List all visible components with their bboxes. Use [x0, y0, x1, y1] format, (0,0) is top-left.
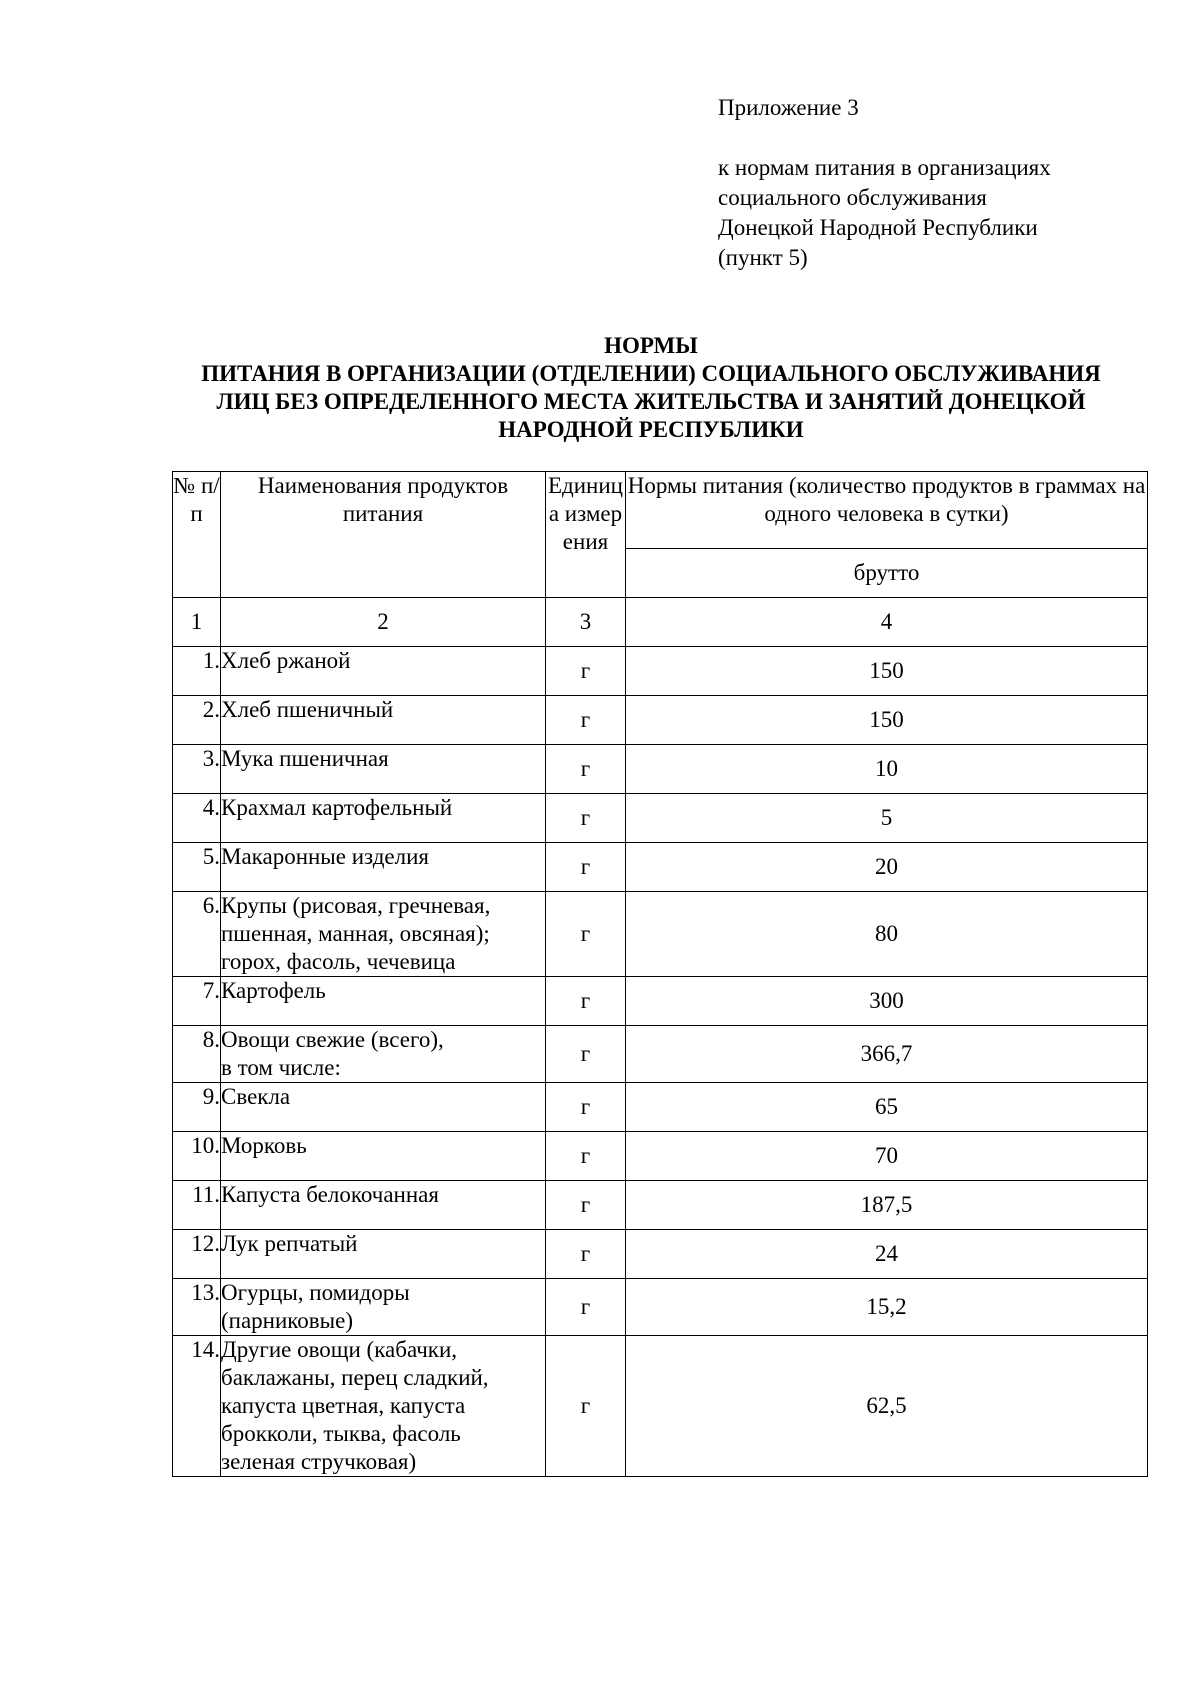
unit-cell: г: [546, 1132, 626, 1181]
unit-cell: г: [546, 1181, 626, 1230]
product-name-line: Овощи свежие (всего),: [221, 1027, 444, 1052]
product-name: [221, 1279, 546, 1336]
column-index: 3: [546, 598, 626, 647]
product-name: [221, 843, 546, 892]
product-name-line: капуста цветная, капуста: [221, 1393, 466, 1418]
nutrition-norms-table: [172, 471, 1148, 1477]
table-row: [173, 696, 1148, 745]
unit-cell: г: [546, 977, 626, 1026]
product-name: [221, 1083, 546, 1132]
product-name-line: Огурцы, помидоры: [221, 1280, 410, 1305]
annex-heading: Приложение 3: [718, 95, 859, 120]
annex-reference: [718, 153, 1158, 273]
norm-value: 70: [626, 1132, 1148, 1181]
product-name-line: Картофель: [221, 978, 326, 1003]
table-row: [173, 794, 1148, 843]
norm-value: 150: [626, 647, 1148, 696]
table-row: [173, 977, 1148, 1026]
header-gross: брутто: [626, 549, 1148, 598]
unit-cell: г: [546, 892, 626, 977]
header-product-name: Наименования продуктов питания: [221, 472, 546, 598]
product-name-line: Крахмал картофельный: [221, 795, 453, 820]
norm-value: 65: [626, 1083, 1148, 1132]
product-name: [221, 647, 546, 696]
product-name-line: Свекла: [221, 1084, 291, 1109]
row-number: 11.: [173, 1181, 221, 1230]
unit-cell: г: [546, 1230, 626, 1279]
table-row: [173, 843, 1148, 892]
norm-value: 10: [626, 745, 1148, 794]
unit-cell: г: [546, 1336, 626, 1477]
row-number: 5.: [173, 843, 221, 892]
column-index: 1: [173, 598, 221, 647]
table-row: [173, 647, 1148, 696]
product-name: [221, 1181, 546, 1230]
table-row: [173, 1181, 1148, 1230]
table-row: [173, 1132, 1148, 1181]
table-row: [173, 1336, 1148, 1477]
annex-line: к нормам питания в организациях: [718, 155, 1051, 180]
product-name-line: Хлеб ржаной: [221, 648, 351, 673]
product-name-line: Морковь: [221, 1133, 307, 1158]
column-index-row: [173, 598, 1148, 647]
annex-line: социального обслуживания: [718, 185, 987, 210]
row-number: 14.: [173, 1336, 221, 1477]
norm-value: 15,2: [626, 1279, 1148, 1336]
annex-line: (пункт 5): [718, 245, 808, 270]
norm-value: 80: [626, 892, 1148, 977]
unit-cell: г: [546, 1026, 626, 1083]
row-number: 13.: [173, 1279, 221, 1336]
unit-cell: г: [546, 794, 626, 843]
product-name-line: Другие овощи (кабачки,: [221, 1337, 458, 1362]
norm-value: 150: [626, 696, 1148, 745]
table-row: [173, 892, 1148, 977]
table-row: [173, 1083, 1148, 1132]
table-row: [173, 1230, 1148, 1279]
product-name-line: (парниковые): [221, 1308, 353, 1333]
norm-value: 300: [626, 977, 1148, 1026]
title-line: НОРМЫ: [604, 333, 698, 358]
norm-value: 62,5: [626, 1336, 1148, 1477]
product-name: [221, 745, 546, 794]
norm-value: 24: [626, 1230, 1148, 1279]
row-number: 4.: [173, 794, 221, 843]
product-name-line: пшенная, манная, овсяная);: [221, 921, 490, 946]
product-name-line: Хлеб пшеничный: [221, 697, 394, 722]
product-name: [221, 977, 546, 1026]
table-row: [173, 745, 1148, 794]
product-name-line: горох, фасоль, чечевица: [221, 949, 456, 974]
product-name-line: Капуста белокочанная: [221, 1182, 439, 1207]
unit-cell: г: [546, 647, 626, 696]
row-number: 6.: [173, 892, 221, 977]
unit-cell: г: [546, 1279, 626, 1336]
norm-value: 366,7: [626, 1026, 1148, 1083]
annex-block: [718, 93, 1158, 273]
product-name-line: Мука пшеничная: [221, 746, 389, 771]
title-line: ЛИЦ БЕЗ ОПРЕДЕЛЕННОГО МЕСТА ЖИТЕЛЬСТВА И ЗАНЯТИЙ ДОНЕЦКОЙ: [216, 389, 1086, 414]
header-number: № п/п: [173, 472, 221, 598]
unit-cell: г: [546, 696, 626, 745]
product-name-line: баклажаны, перец сладкий,: [221, 1365, 489, 1390]
header-norms: Нормы питания (количество продуктов в граммах на одного человека в сутки): [626, 472, 1148, 549]
row-number: 3.: [173, 745, 221, 794]
product-name: [221, 1132, 546, 1181]
column-index: 2: [221, 598, 546, 647]
annex-line: Донецкой Народной Республики: [718, 215, 1038, 240]
product-name-line: зеленая стручковая): [221, 1449, 417, 1474]
title-line: НАРОДНОЙ РЕСПУБЛИКИ: [498, 417, 804, 442]
header-unit: Единица измерения: [546, 472, 626, 598]
row-number: 12.: [173, 1230, 221, 1279]
product-name-line: Крупы (рисовая, гречневая,: [221, 893, 491, 918]
product-name: [221, 696, 546, 745]
product-name-line: Лук репчатый: [221, 1231, 358, 1256]
product-name: [221, 1230, 546, 1279]
unit-cell: г: [546, 843, 626, 892]
norm-value: 5: [626, 794, 1148, 843]
row-number: 8.: [173, 1026, 221, 1083]
norm-value: 187,5: [626, 1181, 1148, 1230]
table-row: [173, 1279, 1148, 1336]
product-name: [221, 1336, 546, 1477]
row-number: 2.: [173, 696, 221, 745]
row-number: 1.: [173, 647, 221, 696]
product-name-line: брокколи, тыква, фасоль: [221, 1421, 461, 1446]
product-name-line: Макаронные изделия: [221, 844, 429, 869]
product-name-line: в том числе:: [221, 1055, 341, 1080]
norm-value: 20: [626, 843, 1148, 892]
row-number: 9.: [173, 1083, 221, 1132]
product-name: [221, 794, 546, 843]
product-name: [221, 892, 546, 977]
row-number: 7.: [173, 977, 221, 1026]
column-index: 4: [626, 598, 1148, 647]
table-row: [173, 1026, 1148, 1083]
unit-cell: г: [546, 745, 626, 794]
row-number: 10.: [173, 1132, 221, 1181]
document-title: [170, 332, 1132, 444]
product-name: [221, 1026, 546, 1083]
title-line: ПИТАНИЯ В ОРГАНИЗАЦИИ (ОТДЕЛЕНИИ) СОЦИАЛЬНОГО ОБСЛУЖИВАНИЯ: [201, 361, 1101, 386]
unit-cell: г: [546, 1083, 626, 1132]
